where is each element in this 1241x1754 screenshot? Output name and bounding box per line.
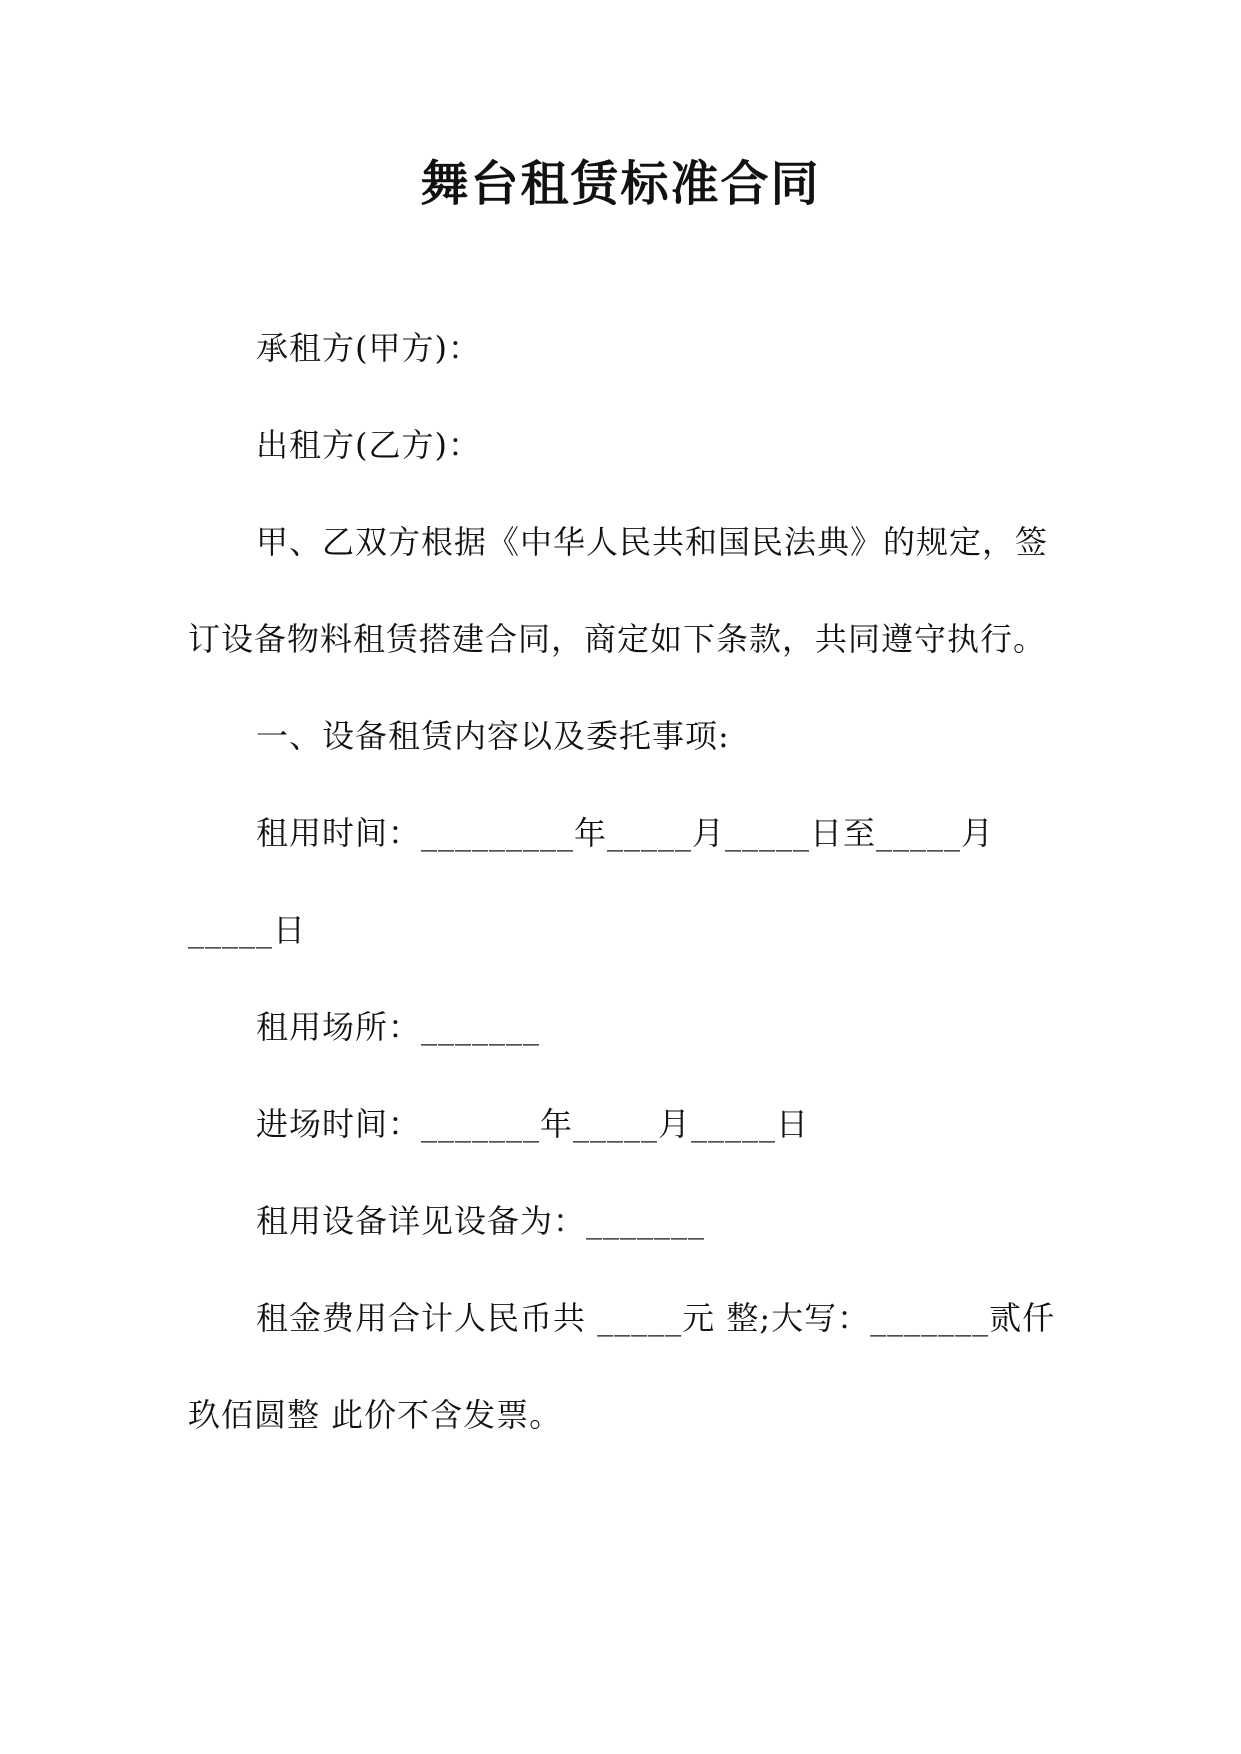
entry-time-line: 进场时间：_______年_____月_____日 — [256, 1105, 810, 1143]
section-heading-1: 一、设备租赁内容以及委托事项: — [256, 717, 730, 755]
rental-period-line: 租用时间：_________年_____月_____日至_____月_____日 — [188, 814, 995, 949]
preamble-paragraph: 甲、乙双方根据《中华人民共和国民法典》的规定，签订设备物料租赁搭建合同，商定如下条款，共同遵守执行。 — [188, 523, 1049, 658]
document-title: 舞台租赁标准合同 — [420, 156, 821, 212]
rent-total-line: 租金费用合计人民币共 _____元 整;大写：_______贰仟玖佰圆整 此价不含发票。 — [188, 1299, 1056, 1434]
party-b-line: 出租方(乙方)： — [256, 426, 481, 464]
party-a-line: 承租方(甲方)： — [256, 329, 481, 367]
equipment-line: 租用设备详见设备为：_______ — [256, 1202, 706, 1240]
rental-location-line: 租用场所：_______ — [256, 1008, 541, 1046]
document-body — [188, 300, 1058, 1464]
